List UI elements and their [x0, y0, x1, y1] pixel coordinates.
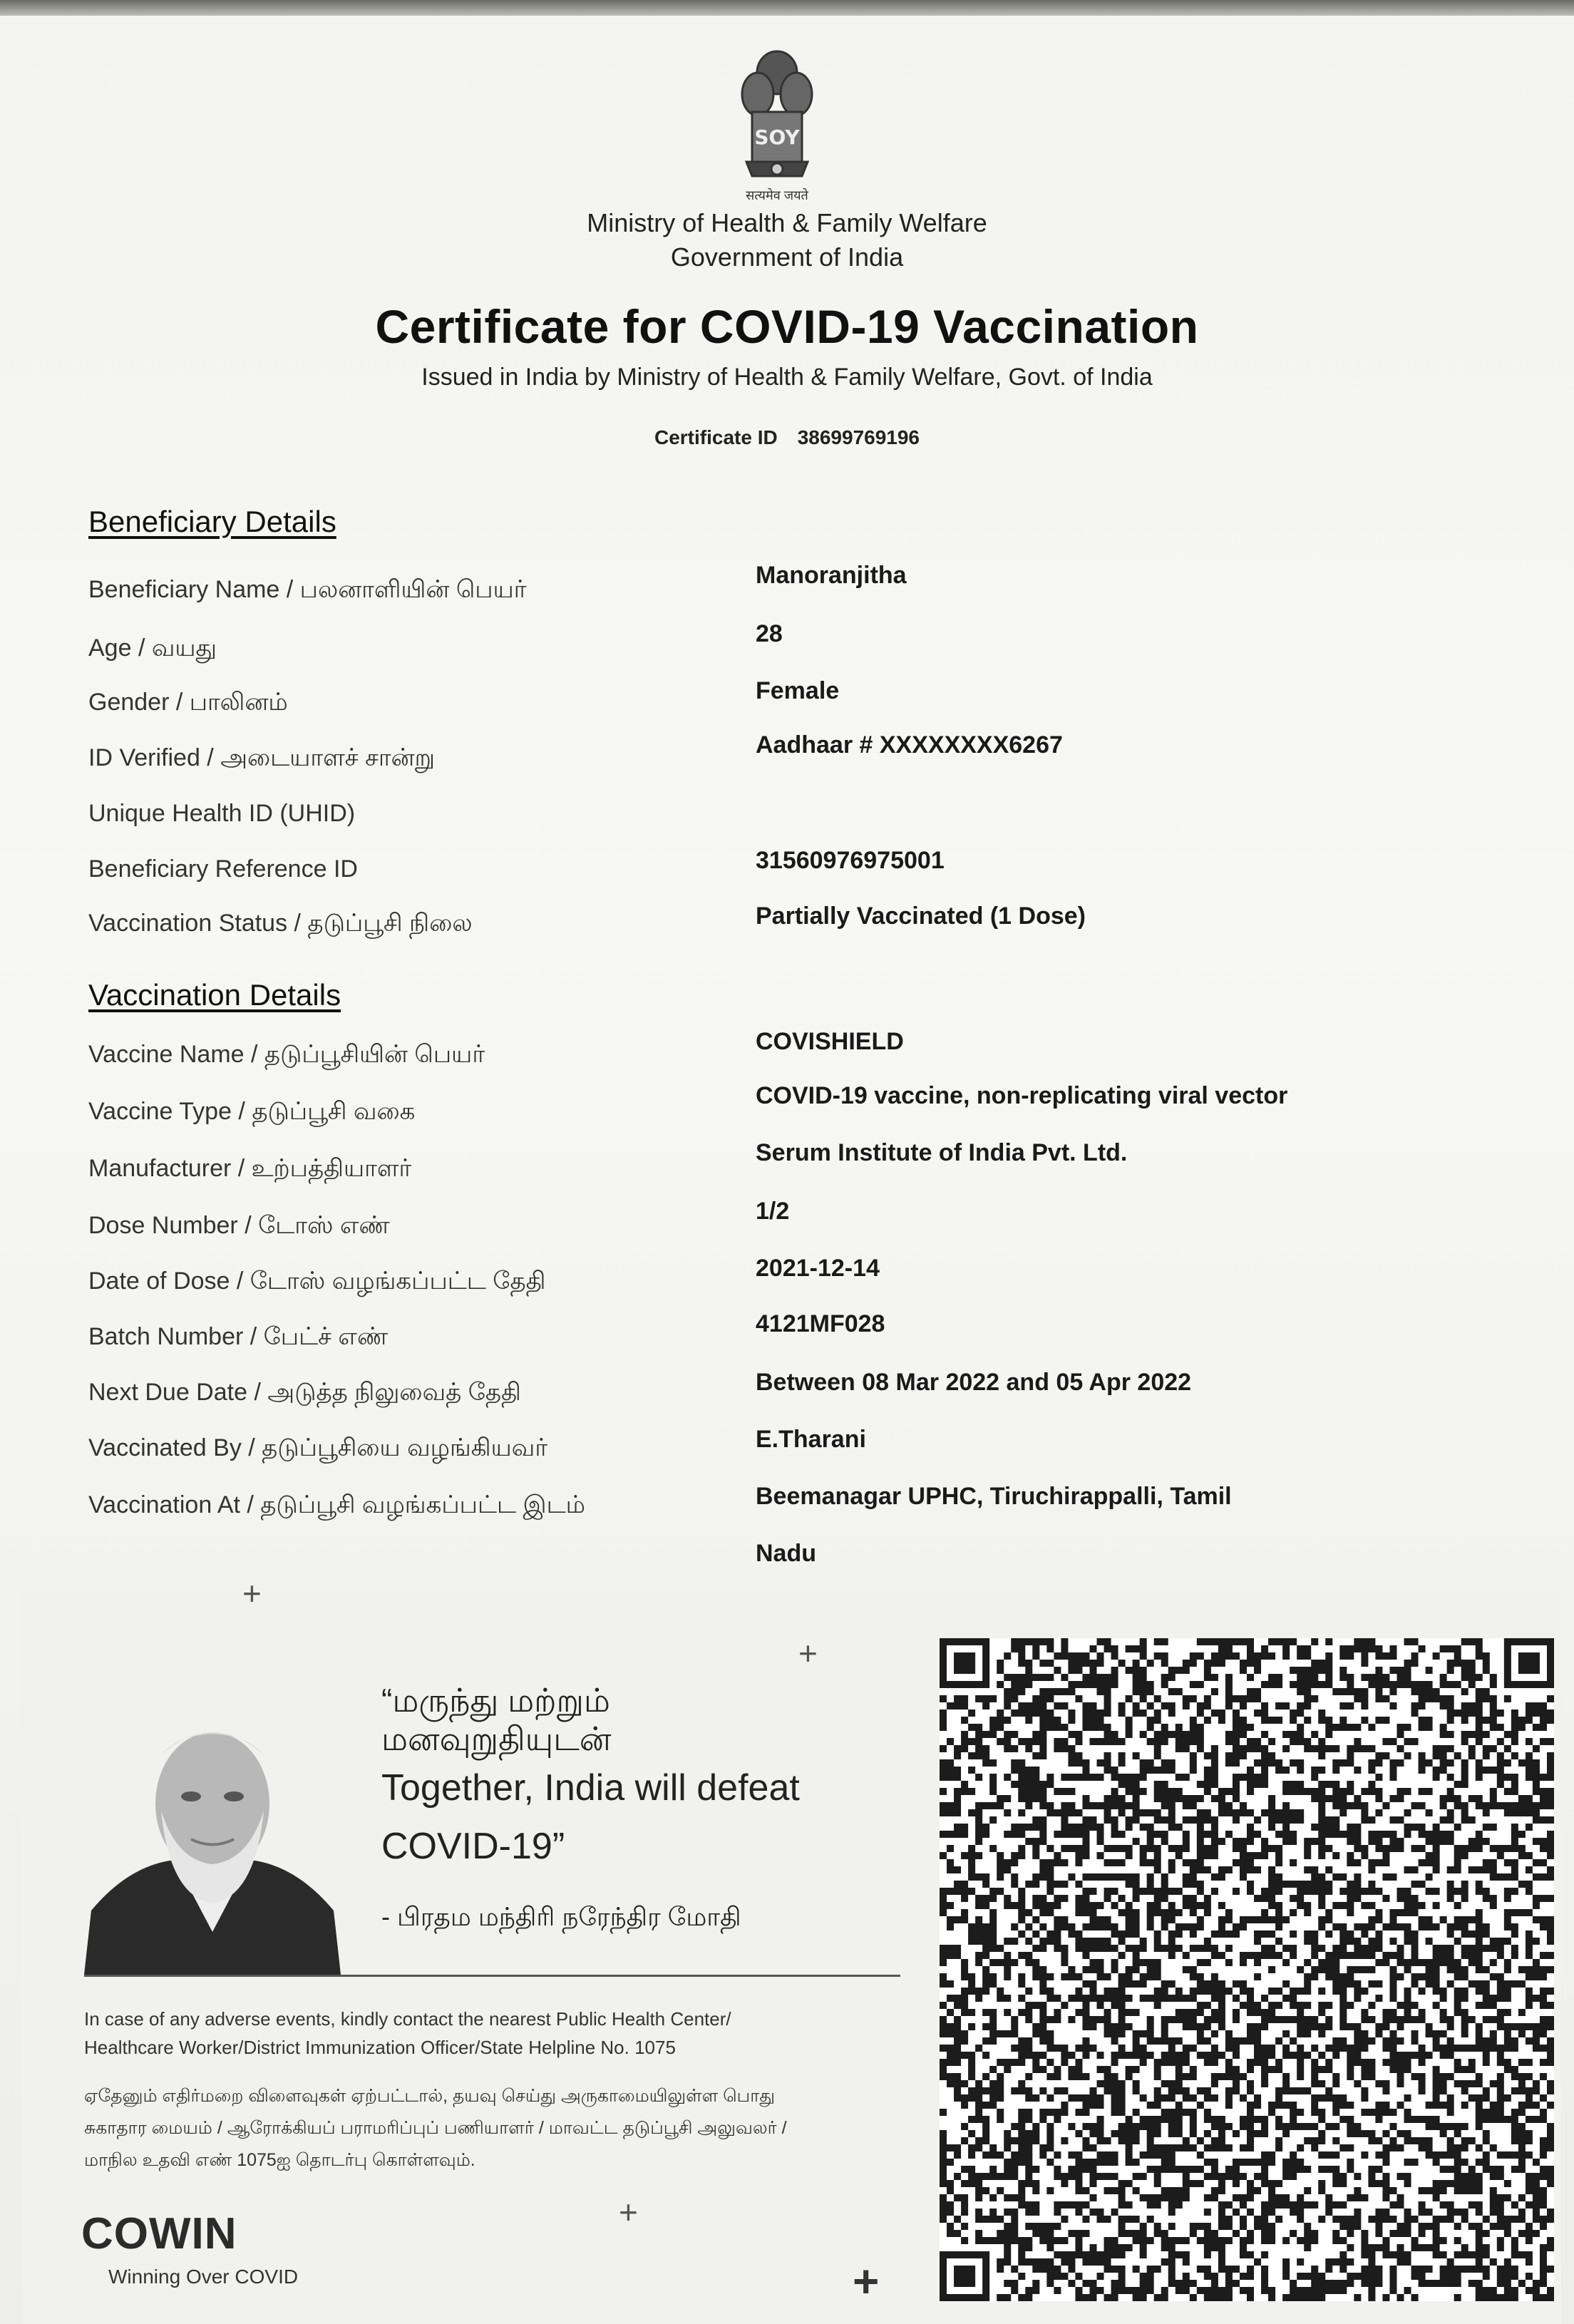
vaccination-at-value-continued: Nadu — [756, 1540, 816, 1567]
manufacturer-label: Manufacturer / உற்பத்தியாளர் — [88, 1155, 412, 1182]
beneficiary-reference-id-label: Beneficiary Reference ID — [88, 855, 358, 883]
prime-minister-photo — [84, 1697, 341, 1975]
vaccination-at-value: Beemanagar UPHC, Tiruchirappalli, Tamil — [756, 1483, 1232, 1510]
quote-english-line-1: Together, India will defeat — [381, 1767, 800, 1809]
qr-modules — [940, 1638, 1554, 2301]
certificate-id — [0, 426, 1574, 449]
svg-text:SOY: SOY — [754, 125, 800, 149]
vaccinated-by-value: E.Tharani — [756, 1426, 866, 1453]
certificate-qr-code — [940, 1638, 1554, 2301]
adverse-event-notice-tamil — [84, 2080, 904, 2176]
batch-number-value: 4121MF028 — [756, 1310, 885, 1337]
dose-number-label: Dose Number / டோஸ் எண் — [88, 1212, 390, 1239]
date-of-dose-value: 2021-12-14 — [756, 1255, 880, 1282]
notice-tamil-line-3: மாநில உதவி எண் 1075ஐ தொடர்பு கொள்ளவும். — [84, 2150, 475, 2170]
adverse-event-notice-english — [84, 2005, 904, 2062]
crosshair-mark-icon: + — [242, 1575, 262, 1612]
date-of-dose-label: Date of Dose / டோஸ் வழங்கப்பட்ட தேதி — [88, 1268, 546, 1295]
notice-english-line-2: Healthcare Worker/District Immunization Officer/State Helpline No. 1075 — [84, 2037, 676, 2059]
dose-number-value: 1/2 — [756, 1198, 790, 1225]
beneficiary-section-title: Beneficiary Details — [88, 505, 336, 538]
vaccination-at-label: Vaccination At / தடுப்பூசி வழங்கப்பட்ட இடம் — [88, 1491, 585, 1518]
cowin-logo: COWIN — [81, 2209, 237, 2258]
photo-edge-shadow — [0, 0, 1574, 16]
gender-value: Female — [756, 677, 840, 704]
national-emblem-icon — [731, 44, 823, 201]
id-verified-value: Aadhaar # XXXXXXXX6267 — [756, 731, 1063, 759]
next-due-date-value: Between 08 Mar 2022 and 05 Apr 2022 — [756, 1369, 1192, 1396]
vaccine-name-label: Vaccine Name / தடுப்பூசியின் பெயர் — [88, 1041, 485, 1068]
cowin-tagline: Winning Over COVID — [108, 2266, 299, 2288]
age-value: 28 — [756, 620, 783, 647]
age-label: Age / வயது — [88, 634, 217, 662]
quote-tamil-line-2: மனவுறுதியுடன் — [381, 1720, 612, 1757]
notice-english-line-1: In case of any adverse events, kindly contact the nearest Public Health Center/ — [84, 2008, 731, 2030]
vaccination-status-label: Vaccination Status / தடுப்பூசி நிலை — [88, 910, 473, 937]
id-verified-label: ID Verified / அடையாளச் சான்று — [88, 744, 436, 771]
certificate-title: Certificate for COVID-19 Vaccination — [375, 300, 1199, 353]
vaccination-section-title: Vaccination Details — [88, 978, 341, 1012]
divider — [84, 1975, 900, 1977]
crosshair-mark-icon: + — [853, 2256, 880, 2307]
government-name: Government of India — [670, 242, 904, 272]
notice-tamil-line-1: ஏதேனும் எதிர்மறை விளைவுகள் ஏற்பட்டால், தயவு செய்து அருகாமையிலுள்ள பொது — [84, 2086, 776, 2106]
manufacturer-value: Serum Institute of India Pvt. Ltd. — [756, 1139, 1128, 1166]
vaccine-type-label: Vaccine Type / தடுப்பூசி வகை — [88, 1098, 416, 1125]
issued-by: Issued in India by Ministry of Health & Family Welfare, Govt. of India — [421, 364, 1153, 391]
batch-number-label: Batch Number / பேட்ச் எண் — [88, 1323, 389, 1350]
emblem-motto: सत्यमेव जयते — [746, 188, 808, 202]
crosshair-mark-icon: + — [798, 1635, 818, 1672]
vaccinated-by-label: Vaccinated By / தடுப்பூசியை வழங்கியவர் — [88, 1434, 548, 1461]
vaccine-name-value: COVISHIELD — [756, 1028, 904, 1055]
ministry-name: Ministry of Health & Family Welfare — [587, 208, 987, 237]
crosshair-mark-icon: + — [619, 2194, 638, 2231]
certificate-id-value: 38699769196 — [797, 426, 920, 448]
gender-label: Gender / பாலினம் — [88, 689, 288, 716]
quote-author: - பிரதம மந்திரி நரேந்திர மோதி — [381, 1902, 741, 1931]
beneficiary-reference-id-value: 31560976975001 — [756, 847, 945, 874]
quote-tamil-line-1: “மருந்து மற்றும் — [381, 1682, 610, 1719]
next-due-date-label: Next Due Date / அடுத்த நிலுவைத் தேதி — [88, 1379, 521, 1406]
vaccination-status-value: Partially Vaccinated (1 Dose) — [756, 903, 1086, 930]
quote-english-line-2: COVID-19” — [381, 1826, 565, 1867]
vaccine-type-value: COVID-19 vaccine, non-replicating viral vector — [756, 1082, 1288, 1109]
beneficiary-name-value: Manoranjitha — [756, 562, 907, 589]
certificate-id-label: Certificate ID — [654, 426, 778, 448]
uhid-label: Unique Health ID (UHID) — [88, 800, 356, 827]
notice-tamil-line-2: சுகாதார மையம் / ஆரோக்கியப் பராமரிப்புப் பணியாளர் / மாவட்ட தடுப்பூசி அலுவலர் / — [84, 2118, 787, 2138]
beneficiary-name-label: Beneficiary Name / பலனாளியின் பெயர் — [88, 576, 527, 603]
